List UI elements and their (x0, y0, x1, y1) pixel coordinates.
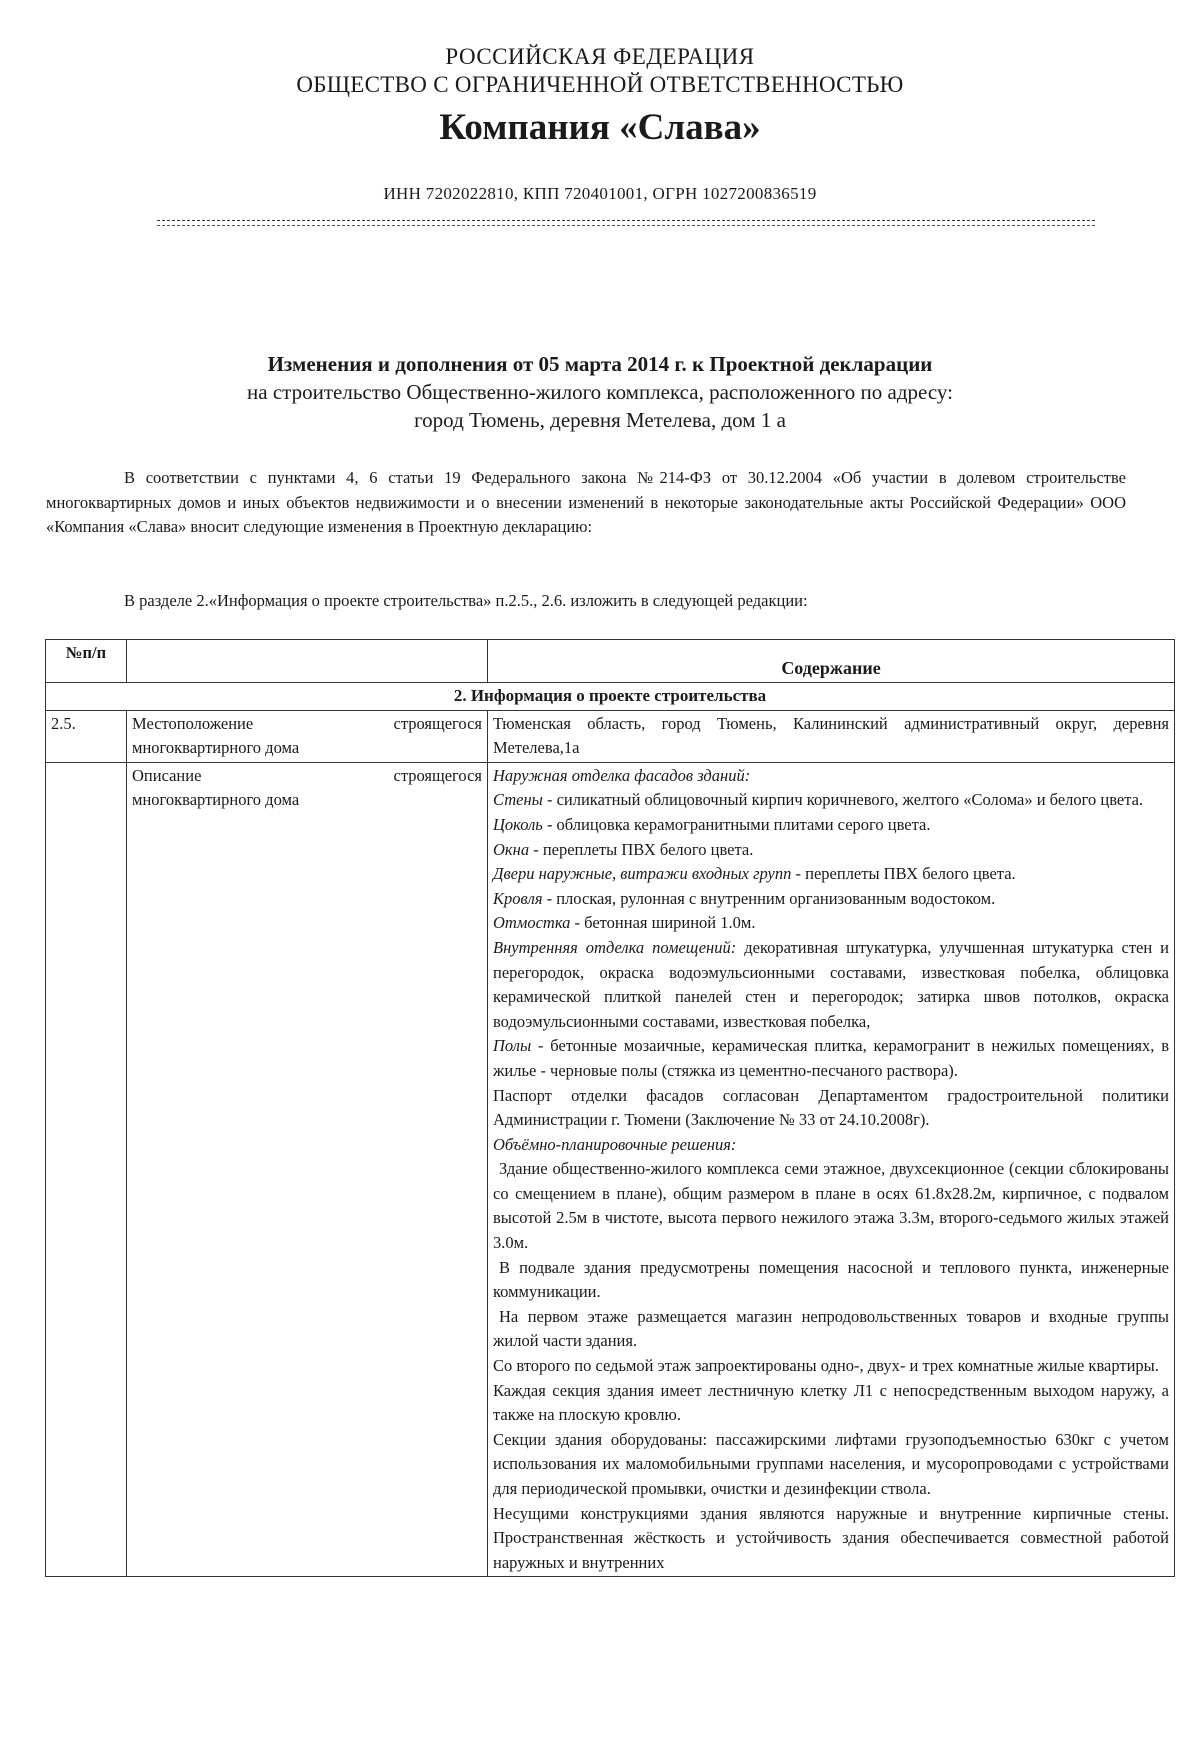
passport-text: Паспорт отделки фасадов согласован Департаментом градостроительной политики Администрации г. Тюмени (Заключение № 33 от 24.10.2008г). (493, 1085, 1169, 1130)
section-note: В разделе 2.«Информация о проекте строительства» п.2.5., 2.6. изложить в следующей редакции: (124, 591, 808, 610)
row-number: 2.5. (46, 710, 127, 762)
interior-item (493, 936, 1169, 1034)
table-header-row (46, 640, 1175, 683)
declaration-table (45, 639, 1175, 1577)
roof-label: Кровля (493, 888, 543, 908)
row-label-word-2: строящегося (393, 713, 482, 733)
table-row (46, 762, 1175, 1577)
doors-item (493, 862, 1169, 887)
row-label-line-2: многоквартирного дома (132, 790, 300, 810)
row-label-word-1: Местоположение (132, 713, 254, 733)
document-title: Изменения и дополнения от 05 марта 2014 г. к Проектной декларации (267, 352, 933, 376)
windows-text: - переплеты ПВХ белого цвета. (529, 839, 754, 859)
blind-area-label: Отмостка (493, 913, 571, 933)
blind-area-text: - бетонная шириной 1.0м. (570, 913, 756, 933)
basement-text: В подвале здания предусмотрены помещения насосной и теплового пункта, инженерные коммуникации. (493, 1257, 1169, 1302)
doors-label: Двери наружные, витражи входных групп (493, 864, 792, 884)
floors-text: - бетонные мозаичные, керамическая плитка, керамогранит в нежилых помещениях, в жилье - черновые полы (стяжка из цементно-песчаного раствора). (493, 1036, 1169, 1080)
header-company-name: Компания «Слава» (439, 107, 761, 148)
column-header-content: Содержание (488, 640, 1175, 683)
document-subtitle: на строительство Общественно-жилого комплекса, расположенного по адресу: (247, 380, 953, 404)
header-divider-secondary (157, 225, 1095, 226)
row-value-location: Тюменская область, город Тюмень, Калининский административный округ, деревня Метелева,1а (488, 710, 1175, 762)
section-title: 2. Информация о проекте строительства (46, 683, 1175, 711)
structure-text: Несущими конструкциями здания являются наружные и внутренние кирпичные стены. Пространственная жёсткость и устойчивость здания обеспечивается совместной работой наружных и внутренних (493, 1503, 1169, 1572)
document-address: город Тюмень, деревня Метелева, дом 1 а (414, 408, 786, 432)
floors-item (493, 1034, 1169, 1083)
plinth-text: - облицовка керамогранитными плитами серого цвета. (542, 814, 931, 834)
lifts-text: Секции здания оборудованы: пассажирскими лифтами грузоподъемностью 630кг с учетом использования их маломобильными группами населения, и мусоропроводами с устройствами для периодической промывки, очистки и дезинфекции ствола. (493, 1429, 1169, 1498)
walls-item (493, 788, 1169, 813)
walls-label: Стены (493, 790, 543, 810)
facade-heading: Наружная отделка фасадов зданий: (493, 765, 751, 785)
roof-item (493, 887, 1169, 912)
row-label (127, 762, 488, 1577)
row-number-empty (46, 762, 127, 1577)
walls-text: - силикатный облицовочный кирпич коричневого, желтого «Солома» и белого цвета. (542, 790, 1144, 810)
row-value-description (488, 762, 1175, 1577)
header-company-ids: ИНН 7202022810, КПП 720401001, ОГРН 1027200836519 (383, 184, 817, 203)
table-row (46, 710, 1175, 762)
floors-label: Полы (493, 1036, 532, 1056)
doors-text: - переплеты ПВХ белого цвета. (791, 864, 1016, 884)
row-label-word-1: Описание (132, 765, 202, 785)
first-floor-text: На первом этаже размещается магазин непродовольственных товаров и входные группы жилой части здания. (493, 1306, 1169, 1351)
stairs-text: Каждая секция здания имеет лестничную клетку Л1 с непосредственным выходом наружу, а также на плоскую кровлю. (493, 1380, 1169, 1425)
row-label (127, 710, 488, 762)
header-country: РОССИЙСКАЯ ФЕДЕРАЦИЯ (445, 44, 755, 69)
intro-paragraph: В соответствии с пунктами 4, 6 статьи 19 Федерального закона №214-ФЗ от 30.12.2004 «Об участии в долевом строительстве многоквартирных домов и иных объектов недвижимости и о внесении изменений в некоторые законодательные акты Российской Федерации» ООО «Компания «Слава» вносит следующие изменения в Проектную декларацию: (46, 468, 1126, 537)
plinth-item (493, 813, 1169, 838)
roof-text: - плоская, рулонная с внутренним организованным водостоком. (542, 888, 996, 908)
interior-text: декоративная штукатурка, улучшенная штукатурка стен и перегородок, окраска водоэмульсионными составами, известковая побелка, облицовка керамической плиткой панелей стен и перегородок; затирка швов потолков, окраска водоэмульсионными составами, известковая побелка, (493, 937, 1170, 1031)
windows-label: Окна (493, 839, 530, 859)
header-org-type: ОБЩЕСТВО С ОГРАНИЧЕННОЙ ОТВЕТСТВЕННОСТЬЮ (296, 72, 904, 97)
row-label-word-2: строящегося (393, 765, 482, 785)
plinth-label: Цоколь (493, 814, 543, 834)
apartments-text: Со второго по седьмой этаж запроектированы одно-, двух- и трех комнатные жилые квартиры. (493, 1356, 1159, 1376)
interior-label: Внутренняя отделка помещений: (493, 937, 737, 957)
column-header-blank (127, 640, 488, 683)
row-label-line-2: многоквартирного дома (132, 738, 300, 758)
header-divider (157, 220, 1095, 221)
blind-area-item (493, 911, 1169, 936)
planning-heading: Объёмно-планировочные решения: (493, 1134, 737, 1154)
windows-item (493, 838, 1169, 863)
section-row (46, 683, 1175, 711)
column-header-number: №п/п (46, 640, 127, 683)
planning-text: Здание общественно-жилого комплекса семи этажное, двухсекционное (секции сблокированы со смещением в плане), общим размером в плане в осях 61.8х28.2м, кирпичное, с подвалом высотой 2.5м в чистоте, высота первого нежилого этажа 3.3м, второго-седьмого жилых этажей 3.0м. (493, 1159, 1169, 1253)
